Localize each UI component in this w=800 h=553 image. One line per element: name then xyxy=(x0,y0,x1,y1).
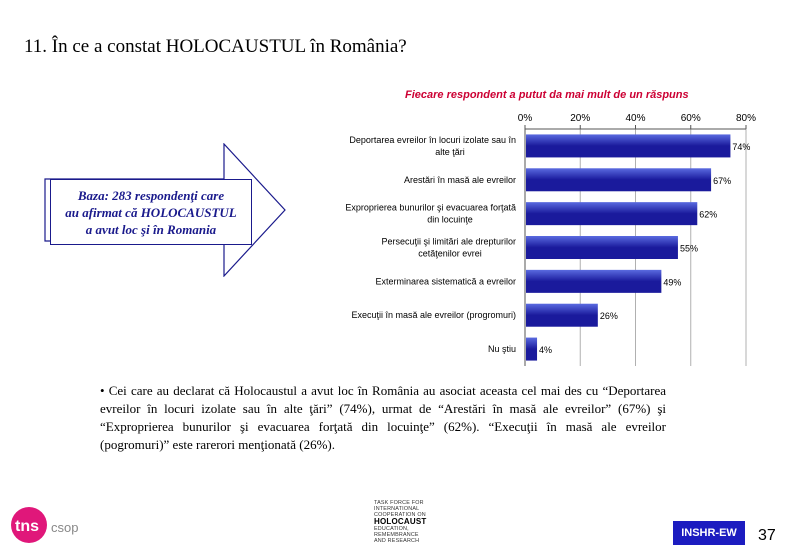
category-label: Exterminarea sistematică a evreilor xyxy=(375,276,516,287)
bar-value-label: 49% xyxy=(663,277,682,288)
x-tick-label: 40% xyxy=(625,113,646,124)
tns-logo xyxy=(10,506,90,544)
x-tick-label: 20% xyxy=(570,113,591,124)
chart-subtitle: Fiecare respondent a putut da mai mult de un răspuns xyxy=(405,89,689,101)
task-force-logo xyxy=(374,500,434,544)
task-force-line: EDUCATION, xyxy=(374,526,409,532)
bar-value-label: 67% xyxy=(713,175,732,186)
category-label: Exproprierea bunurilor şi evacuarea forţată xyxy=(345,202,516,213)
category-label: Arestări în masă ale evreilor xyxy=(403,174,516,185)
category-label: Nu ştiu xyxy=(487,344,516,355)
page-title: 11. În ce a constat HOLOCAUSTUL în România? xyxy=(24,36,407,57)
base-note-line: Baza: 283 respondenţi care xyxy=(77,187,225,203)
x-tick-label: 60% xyxy=(680,113,701,124)
bar xyxy=(526,202,697,225)
category-label: alte ţări xyxy=(435,146,465,157)
bar xyxy=(526,270,661,293)
bar xyxy=(526,236,678,259)
summary-note: • Cei care au declarat că Holocaustul a avut loc în România au asociat aceasta cel mai des cu “Deportarea evreilor în locuri izolate sau în alte ţări” (74%), urmat de “Arestări în masă ale evreilor” (67%) şi “Exproprierea bunurilor şi evacuarea forţată din locuinţe” (62%). “Execuţii în masă ale evreilor (pogromuri)” este rarerori menţionată (26%). xyxy=(100,383,666,452)
base-note-line: au afirmat că HOLOCAUSTUL xyxy=(65,204,237,220)
bar-value-label: 26% xyxy=(599,311,618,322)
category-label: Deportarea evreilor în locuri izolate sau în xyxy=(349,134,516,145)
base-note-line: a avut loc şi în Romania xyxy=(85,221,217,237)
task-force-line: HOLOCAUST xyxy=(374,517,427,526)
inshr-badge: INSHR-EW xyxy=(673,521,745,545)
bar xyxy=(526,304,598,327)
bar-value-label: 4% xyxy=(539,345,553,356)
bar xyxy=(526,168,711,191)
task-force-line: REMEMBRANCE xyxy=(374,532,419,538)
x-tick-label: 0% xyxy=(517,113,533,124)
bar xyxy=(526,338,537,361)
task-force-line: INTERNATIONAL xyxy=(374,506,420,512)
bar xyxy=(526,134,730,157)
x-tick-label: 80% xyxy=(735,113,757,124)
tns-logo-text: tns xyxy=(15,518,39,535)
category-label: cetăţenilor evrei xyxy=(418,248,482,259)
bar-value-label: 55% xyxy=(679,243,698,254)
category-label: Execuţii în masă ale evreilor (progromuri) xyxy=(351,310,516,321)
bar-value-label: 62% xyxy=(699,209,718,220)
csop-logo-text: csop xyxy=(51,520,79,535)
category-label: din locuinţe xyxy=(427,214,473,225)
bar-value-label: 74% xyxy=(732,141,751,152)
category-label: Persecuţii şi limitări ale drepturilor xyxy=(381,236,516,247)
page-number: 37 xyxy=(758,527,776,544)
task-force-line: TASK FORCE FOR xyxy=(374,500,424,506)
task-force-line: AND RESEARCH xyxy=(374,538,420,544)
task-force-line: COOPERATION ON xyxy=(374,512,426,518)
